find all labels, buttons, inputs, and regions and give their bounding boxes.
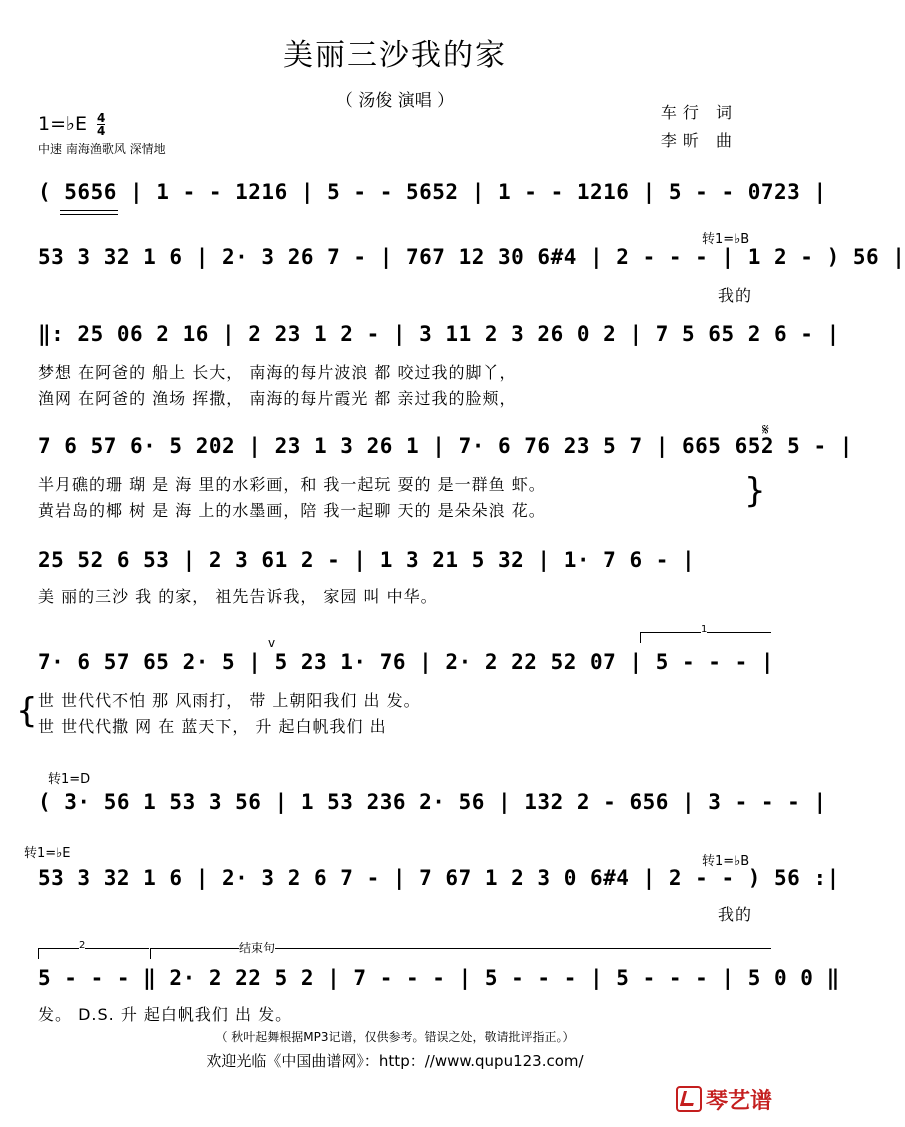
lyric-verse-2: 渔网 在阿爸的 渔场 挥撒， 南海的每片霞光 都 亲过我的脸颊， xyxy=(38,389,517,408)
score-row-2 xyxy=(38,245,905,305)
lyric-pickup: 我的 xyxy=(718,286,753,305)
site-credit[interactable]: 欢迎光临《中国曲谱网》：http：//www.qupu123.com/ xyxy=(206,1052,584,1070)
key-signature xyxy=(38,112,105,137)
volta-number: 2 xyxy=(79,940,86,951)
score-row-9 xyxy=(38,966,840,1024)
notation: 7· 6 57 65 2· 5 | 5 23 1· 76 | 2· 2 22 52 07 | 5 - - - | xyxy=(38,650,775,674)
breath-mark-icon: v xyxy=(268,636,276,650)
notation: 53 3 32 1 6 | 2· 3 26 7 - | 767 12 30 6#4 | 2 - - - | 1 2 - ) 56 | xyxy=(38,245,905,269)
song-title: 美丽三沙我的家 xyxy=(283,38,507,73)
notation: 7 6 57 6· 5 202 | 23 1 3 26 1 | 7· 6 76 23 5 7 | 665 652 5 - | xyxy=(38,434,853,458)
ending-label: 结束句 xyxy=(239,941,276,955)
composer-credit: 李昕 曲 xyxy=(660,131,738,150)
notation: 53 3 32 1 6 | 2· 3 2 6 7 - | 7 67 1 2 3 0 6#4 | 2 - - ) 56 :| xyxy=(38,866,840,890)
verse-brace-left: { xyxy=(16,691,38,731)
lyric-verse-1: 世 世代代不怕 那 风雨打， 带 上朝阳我们 出 发。 xyxy=(38,691,421,710)
score-row-4 xyxy=(38,434,853,520)
notation: 25 52 6 53 | 2 3 61 2 - | 1 3 21 5 32 | 1· 7 6 - | xyxy=(38,548,696,572)
score-row-3 xyxy=(38,322,840,408)
notation: ( 5656 | 1 - - 1216 | 5 - - 5652 | 1 - - 1216 | 5 - - 0723 | xyxy=(38,180,827,204)
notation: 5 - - - ‖ 2· 2 22 5 2 | 7 - - - | 5 - - - | 5 - - - | 5 0 0 ‖ xyxy=(38,966,840,990)
time-signature xyxy=(97,112,105,137)
modulation-mark-2: 转1=♭B xyxy=(702,854,750,869)
score-row-1 xyxy=(38,180,827,220)
singer-line: （ 汤俊 演唱 ） xyxy=(335,91,455,111)
score-row-8 xyxy=(38,866,840,924)
tempo-marking: 中速 南海渔歌风 深情地 xyxy=(38,142,166,156)
lyric-verse-2: 世 世代代撒 网 在 蓝天下， 升 起白帆我们 出 xyxy=(38,717,387,736)
time-bottom: 4 xyxy=(97,124,106,138)
lyric-pickup: 我的 xyxy=(718,905,753,924)
modulation-mark: 转1=♭B xyxy=(702,232,750,247)
ending-bracket xyxy=(150,941,771,959)
volta-bracket-2 xyxy=(38,940,149,959)
volta-bracket-1 xyxy=(640,624,771,643)
lyricist-credit: 车行 词 xyxy=(660,103,738,122)
lyric-verse-2: 黄岩岛的椰 树 是 海 上的水墨画，陪 我一起聊 天的 是朵朵浪 花。 xyxy=(38,501,546,520)
notation: ( 3· 56 1 53 3 56 | 1 53 236 2· 56 | 132 2 - 656 | 3 - - - | xyxy=(38,790,827,814)
modulation-mark: 转1=D xyxy=(48,772,91,787)
volta-number: 1 xyxy=(701,624,708,635)
modulation-mark: 转1=♭E xyxy=(24,846,71,861)
lyric-ending: 发。 D.S. 升 起白帆我们 出 发。 xyxy=(38,1005,293,1024)
time-top: 4 xyxy=(97,111,106,125)
transcription-note: （ 秋叶起舞根据MP3记谱，仅供参考。错误之处，敬请批评指正。） xyxy=(215,1030,575,1044)
verse-brace: } xyxy=(744,471,766,511)
score-row-5 xyxy=(38,548,768,606)
segno-icon: 𝄋 xyxy=(762,420,769,439)
score-row-7 xyxy=(38,790,827,830)
key-label: 1=♭E xyxy=(38,113,87,135)
lyric-verse-1: 半月礁的珊 瑚 是 海 里的水彩画，和 我一起玩 耍的 是一群鱼 虾。 xyxy=(38,475,546,494)
logo-icon xyxy=(676,1086,702,1112)
brand-logo xyxy=(676,1084,772,1115)
lyric-chorus: 美 丽的三沙 我 的家， 祖先告诉我， 家园 叫 中华。 xyxy=(38,587,438,606)
logo-text: 琴艺谱 xyxy=(705,1089,772,1114)
lyric-verse-1: 梦想 在阿爸的 船上 长大， 南海的每片波浪 都 咬过我的脚丫， xyxy=(38,363,517,382)
notation: ‖: 25 06 2 16 | 2 23 1 2 - | 3 11 2 3 26 0 2 | 7 5 65 2 6 - | xyxy=(38,322,840,346)
score-row-6 xyxy=(38,636,775,736)
